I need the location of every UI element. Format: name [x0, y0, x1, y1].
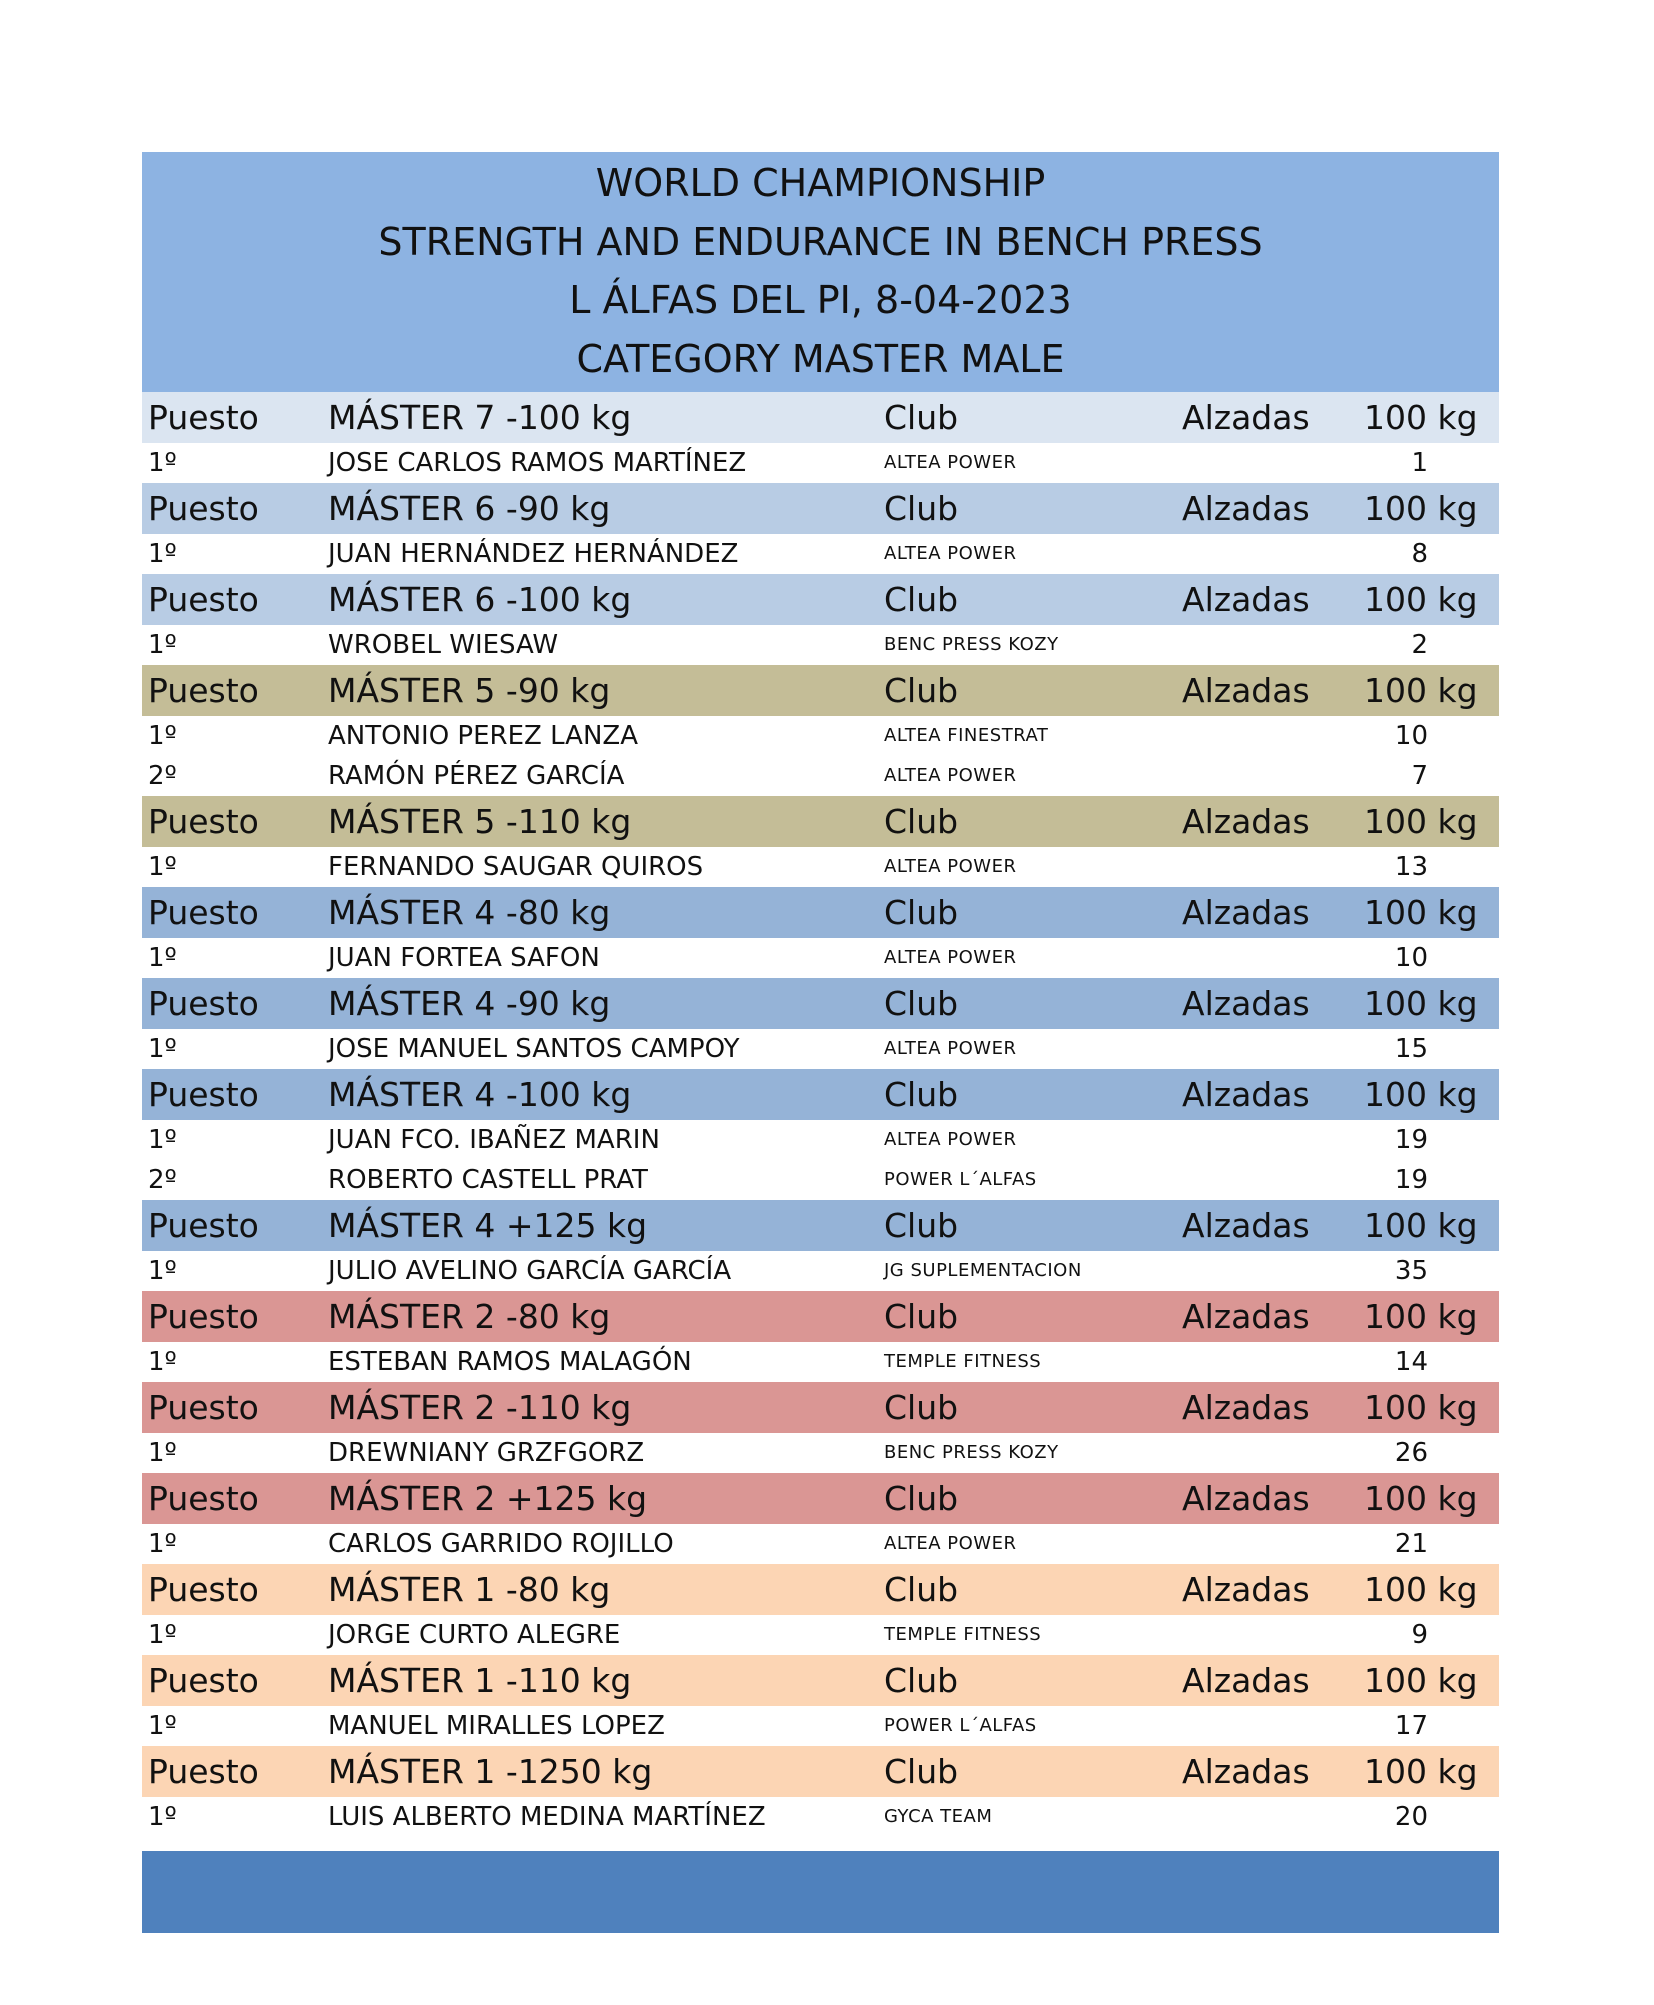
division-label: MÁSTER 4 +125 kg — [328, 1206, 648, 1245]
athlete-name: ANTONIO PEREZ LANZA — [328, 721, 639, 751]
position-label: Puesto — [148, 893, 259, 932]
athlete-place: 1º — [148, 1125, 177, 1155]
athlete-club: POWER L´ALFAS — [884, 1715, 1037, 1736]
athlete-name: LUIS ALBERTO MEDINA MARTÍNEZ — [328, 1802, 766, 1832]
division-header-row — [142, 1564, 1499, 1615]
division-header-row — [142, 665, 1499, 716]
weight-label: 100 kg — [1364, 580, 1478, 619]
athlete-name: FERNANDO SAUGAR QUIROS — [328, 852, 704, 882]
athlete-name: JORGE CURTO ALEGRE — [328, 1620, 621, 1650]
athlete-club: ALTEA POWER — [884, 543, 1017, 564]
athlete-lifts: 10 — [1394, 943, 1428, 973]
division-label: MÁSTER 2 -110 kg — [328, 1388, 632, 1427]
results-sheet — [142, 152, 1499, 1933]
club-label: Club — [884, 802, 959, 841]
athlete-row — [142, 1433, 1499, 1473]
athlete-club: ALTEA POWER — [884, 1038, 1017, 1059]
position-label: Puesto — [148, 1297, 259, 1336]
athlete-row — [142, 1251, 1499, 1291]
club-label: Club — [884, 580, 959, 619]
athlete-place: 1º — [148, 1529, 177, 1559]
division-header-row — [142, 978, 1499, 1029]
athlete-name: MANUEL MIRALLES LOPEZ — [328, 1711, 665, 1741]
club-label: Club — [884, 1206, 959, 1245]
club-label: Club — [884, 1661, 959, 1700]
club-label: Club — [884, 984, 959, 1023]
athlete-name: CARLOS GARRIDO ROJILLO — [328, 1529, 674, 1559]
athlete-club: ALTEA FINESTRAT — [884, 725, 1049, 746]
division-label: MÁSTER 4 -90 kg — [328, 984, 611, 1023]
club-label: Club — [884, 398, 959, 437]
athlete-club: ALTEA POWER — [884, 765, 1017, 786]
athlete-name: JUAN FCO. IBAÑEZ MARIN — [328, 1125, 660, 1155]
athlete-lifts: 26 — [1394, 1438, 1428, 1468]
athlete-lifts: 2 — [1411, 630, 1428, 660]
athlete-club: BENC PRESS KOZY — [884, 1442, 1059, 1463]
position-label: Puesto — [148, 802, 259, 841]
athlete-row — [142, 534, 1499, 574]
results-table — [142, 392, 1499, 1837]
athlete-place: 1º — [148, 1711, 177, 1741]
title-line: STRENGTH AND ENDURANCE IN BENCH PRESS — [378, 219, 1263, 264]
position-label: Puesto — [148, 580, 259, 619]
athlete-place: 1º — [148, 1438, 177, 1468]
athlete-lifts: 35 — [1394, 1256, 1428, 1286]
athlete-name: DREWNIANY GRZFGORZ — [328, 1438, 645, 1468]
athlete-row — [142, 1615, 1499, 1655]
athlete-lifts: 14 — [1394, 1347, 1428, 1377]
lifts-label: Alzadas — [1182, 1297, 1310, 1336]
division-label: MÁSTER 5 -90 kg — [328, 671, 611, 710]
division-header-row — [142, 796, 1499, 847]
weight-label: 100 kg — [1364, 398, 1478, 437]
division-header-row — [142, 1655, 1499, 1706]
athlete-row — [142, 1797, 1499, 1837]
weight-label: 100 kg — [1364, 671, 1478, 710]
athlete-name: JUAN HERNÁNDEZ HERNÁNDEZ — [328, 539, 739, 569]
title-line: L ÁLFAS DEL PI, 8-04-2023 — [569, 278, 1072, 322]
athlete-place: 1º — [148, 630, 177, 660]
athlete-club: ALTEA POWER — [884, 452, 1017, 473]
lifts-label: Alzadas — [1182, 671, 1310, 710]
athlete-club: GYCA TEAM — [884, 1806, 993, 1827]
title-line: CATEGORY MASTER MALE — [576, 336, 1065, 381]
athlete-lifts: 8 — [1411, 539, 1428, 569]
weight-label: 100 kg — [1364, 1388, 1478, 1427]
lifts-label: Alzadas — [1182, 489, 1310, 528]
athlete-club: ALTEA POWER — [884, 856, 1017, 877]
athlete-place: 1º — [148, 1034, 177, 1064]
club-label: Club — [884, 1479, 959, 1518]
athlete-place: 2º — [148, 761, 177, 791]
weight-label: 100 kg — [1364, 893, 1478, 932]
athlete-row — [142, 847, 1499, 887]
weight-label: 100 kg — [1364, 1752, 1478, 1791]
athlete-club: POWER L´ALFAS — [884, 1169, 1037, 1190]
lifts-label: Alzadas — [1182, 893, 1310, 932]
division-header-row — [142, 1473, 1499, 1524]
athlete-row — [142, 1524, 1499, 1564]
position-label: Puesto — [148, 489, 259, 528]
lifts-label: Alzadas — [1182, 1206, 1310, 1245]
athlete-club: BENC PRESS KOZY — [884, 634, 1059, 655]
athlete-club: ALTEA POWER — [884, 1533, 1017, 1554]
athlete-lifts: 13 — [1394, 852, 1428, 882]
weight-label: 100 kg — [1364, 1661, 1478, 1700]
athlete-name: JULIO AVELINO GARCÍA GARCÍA — [328, 1256, 732, 1286]
position-label: Puesto — [148, 1570, 259, 1609]
position-label: Puesto — [148, 1661, 259, 1700]
division-label: MÁSTER 1 -80 kg — [328, 1570, 611, 1609]
athlete-club: ALTEA POWER — [884, 1129, 1017, 1150]
title-block — [142, 152, 1499, 392]
athlete-name: JUAN FORTEA SAFON — [328, 943, 600, 973]
lifts-label: Alzadas — [1182, 802, 1310, 841]
lifts-label: Alzadas — [1182, 1388, 1310, 1427]
division-header-row — [142, 1291, 1499, 1342]
division-label: MÁSTER 4 -100 kg — [328, 1075, 632, 1114]
club-label: Club — [884, 1752, 959, 1791]
club-label: Club — [884, 671, 959, 710]
athlete-place: 1º — [148, 448, 177, 478]
position-label: Puesto — [148, 1206, 259, 1245]
athlete-lifts: 1 — [1411, 448, 1428, 478]
athlete-name: JOSE CARLOS RAMOS MARTÍNEZ — [328, 448, 747, 478]
athlete-row — [142, 1706, 1499, 1746]
lifts-label: Alzadas — [1182, 1479, 1310, 1518]
division-label: MÁSTER 4 -80 kg — [328, 893, 611, 932]
lifts-label: Alzadas — [1182, 580, 1310, 619]
athlete-place: 1º — [148, 1256, 177, 1286]
athlete-row — [142, 938, 1499, 978]
athlete-lifts: 15 — [1394, 1034, 1428, 1064]
weight-label: 100 kg — [1364, 1075, 1478, 1114]
division-header-row — [142, 1746, 1499, 1797]
athlete-row — [142, 443, 1499, 483]
athlete-place: 1º — [148, 1620, 177, 1650]
club-label: Club — [884, 1075, 959, 1114]
athlete-row — [142, 756, 1499, 796]
athlete-lifts: 20 — [1394, 1802, 1428, 1832]
division-label: MÁSTER 2 -80 kg — [328, 1297, 611, 1336]
club-label: Club — [884, 1297, 959, 1336]
athlete-lifts: 17 — [1394, 1711, 1428, 1741]
title-line: WORLD CHAMPIONSHIP — [595, 161, 1046, 205]
lifts-label: Alzadas — [1182, 1570, 1310, 1609]
division-header-row — [142, 574, 1499, 625]
athlete-row — [142, 625, 1499, 665]
division-header-row — [142, 392, 1499, 443]
position-label: Puesto — [148, 671, 259, 710]
athlete-place: 1º — [148, 943, 177, 973]
athlete-row — [142, 1029, 1499, 1069]
club-label: Club — [884, 893, 959, 932]
weight-label: 100 kg — [1364, 984, 1478, 1023]
position-label: Puesto — [148, 1752, 259, 1791]
division-label: MÁSTER 5 -110 kg — [328, 802, 632, 841]
weight-label: 100 kg — [1364, 802, 1478, 841]
athlete-place: 1º — [148, 1347, 177, 1377]
weight-label: 100 kg — [1364, 1297, 1478, 1336]
lifts-label: Alzadas — [1182, 1752, 1310, 1791]
division-header-row — [142, 1382, 1499, 1433]
athlete-name: JOSE MANUEL SANTOS CAMPOY — [328, 1034, 740, 1064]
division-label: MÁSTER 1 -110 kg — [328, 1661, 632, 1700]
division-label: MÁSTER 6 -90 kg — [328, 489, 611, 528]
position-label: Puesto — [148, 1075, 259, 1114]
athlete-place: 2º — [148, 1165, 177, 1195]
athlete-lifts: 19 — [1394, 1165, 1428, 1195]
athlete-lifts: 21 — [1394, 1529, 1428, 1559]
division-label: MÁSTER 2 +125 kg — [328, 1479, 648, 1518]
position-label: Puesto — [148, 984, 259, 1023]
athlete-row — [142, 1120, 1499, 1160]
athlete-row — [142, 1160, 1499, 1200]
lifts-label: Alzadas — [1182, 1075, 1310, 1114]
athlete-name: ROBERTO CASTELL PRAT — [328, 1165, 648, 1195]
division-header-row — [142, 1069, 1499, 1120]
weight-label: 100 kg — [1364, 1479, 1478, 1518]
athlete-club: JG SUPLEMENTACION — [884, 1260, 1082, 1281]
division-header-row — [142, 483, 1499, 534]
athlete-lifts: 19 — [1394, 1125, 1428, 1155]
athlete-place: 1º — [148, 852, 177, 882]
athlete-lifts: 10 — [1394, 721, 1428, 751]
athlete-club: TEMPLE FITNESS — [884, 1351, 1042, 1372]
club-label: Club — [884, 1388, 959, 1427]
athlete-place: 1º — [148, 1802, 177, 1832]
lifts-label: Alzadas — [1182, 1661, 1310, 1700]
division-header-row — [142, 1200, 1499, 1251]
athlete-club: TEMPLE FITNESS — [884, 1624, 1042, 1645]
division-label: MÁSTER 1 -1250 kg — [328, 1752, 653, 1791]
position-label: Puesto — [148, 1479, 259, 1518]
position-label: Puesto — [148, 398, 259, 437]
division-label: MÁSTER 6 -100 kg — [328, 580, 632, 619]
weight-label: 100 kg — [1364, 1570, 1478, 1609]
weight-label: 100 kg — [1364, 489, 1478, 528]
athlete-name: WROBEL WIESAW — [328, 630, 559, 660]
athlete-place: 1º — [148, 721, 177, 751]
athlete-row — [142, 716, 1499, 756]
athlete-name: RAMÓN PÉREZ GARCÍA — [328, 761, 625, 791]
athlete-row — [142, 1342, 1499, 1382]
club-label: Club — [884, 1570, 959, 1609]
position-label: Puesto — [148, 1388, 259, 1427]
club-label: Club — [884, 489, 959, 528]
athlete-lifts: 9 — [1411, 1620, 1428, 1650]
lifts-label: Alzadas — [1182, 398, 1310, 437]
division-label: MÁSTER 7 -100 kg — [328, 398, 632, 437]
weight-label: 100 kg — [1364, 1206, 1478, 1245]
division-header-row — [142, 887, 1499, 938]
lifts-label: Alzadas — [1182, 984, 1310, 1023]
footer-bar — [142, 1851, 1499, 1933]
athlete-name: ESTEBAN RAMOS MALAGÓN — [328, 1347, 692, 1377]
athlete-lifts: 7 — [1411, 761, 1428, 791]
athlete-club: ALTEA POWER — [884, 947, 1017, 968]
athlete-place: 1º — [148, 539, 177, 569]
